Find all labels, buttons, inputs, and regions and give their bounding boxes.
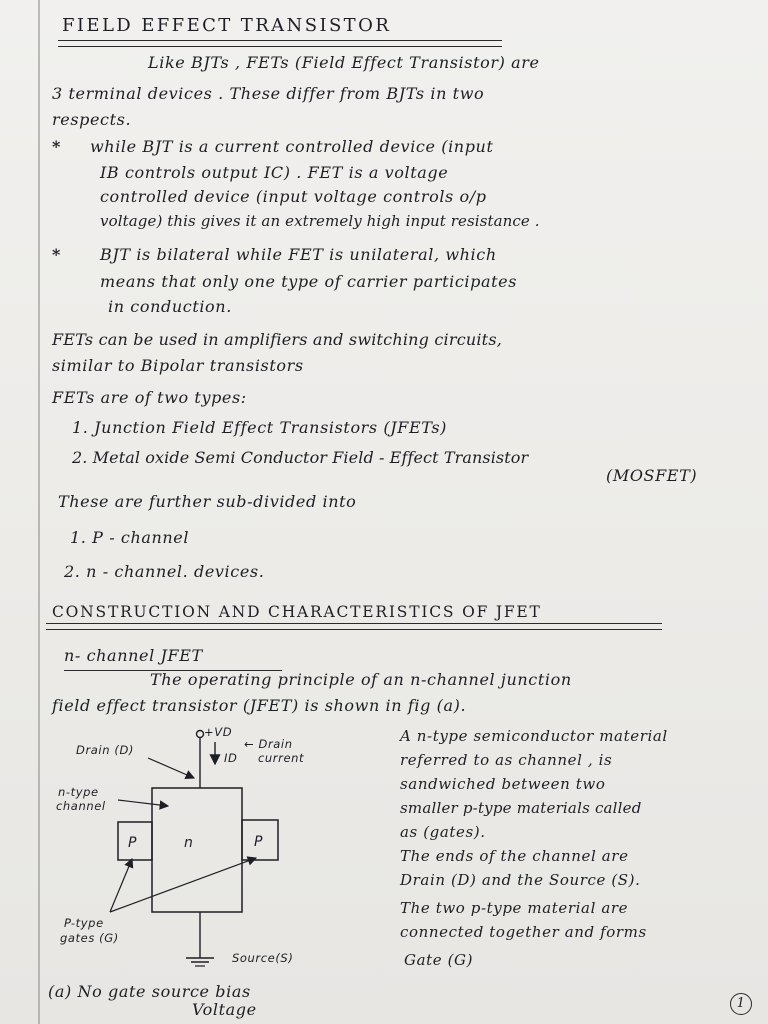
p-right-label: P	[254, 834, 264, 850]
ptype-label-2: gates (G)	[60, 931, 119, 945]
types-heading: FETs are of two types:	[52, 388, 247, 407]
section-heading-underline	[46, 623, 662, 630]
para-2-line-1: FETs can be used in amplifiers and switching circuits,	[52, 330, 503, 349]
id-label: ID	[224, 751, 238, 765]
drain-terminal	[197, 731, 204, 738]
ntype-pointer	[118, 800, 168, 806]
page-title: FIELD EFFECT TRANSISTOR	[62, 15, 392, 36]
caption-line-2: Voltage	[192, 1000, 257, 1019]
right-line-7: Drain (D) and the Source (S).	[400, 871, 641, 889]
gate-pointer-right	[110, 858, 256, 912]
vd-label: +VD	[204, 725, 233, 739]
n-label: n	[184, 835, 194, 851]
right-line-5: as (gates).	[400, 823, 486, 841]
p-left-label: P	[128, 835, 138, 851]
section-heading: CONSTRUCTION AND CHARACTERISTICS OF JFET	[52, 603, 542, 621]
source-label: Source(S)	[232, 951, 294, 965]
subtype-2: 2. n - channel. devices.	[64, 562, 265, 581]
jfet-diagram	[44, 722, 364, 972]
bullet-1-line-1: while BJT is a current controlled device (input	[90, 137, 494, 156]
bullet-2-line-2: means that only one type of carrier participates	[100, 272, 518, 291]
op-principle-line-2: field effect transistor (JFET) is shown in fig (a).	[52, 696, 467, 715]
right-line-2: referred to as channel , is	[400, 751, 613, 769]
right-line-4: smaller p-type materials called	[400, 799, 642, 817]
caption-line-1: (a) No gate source bias	[48, 982, 251, 1001]
bullet-2-line-3: in conduction.	[108, 297, 232, 316]
para-2-line-2: similar to Bipolar transistors	[52, 356, 304, 375]
jfet-diagram-svg	[44, 722, 364, 972]
bullet-1-line-4: voltage) this gives it an extremely high input resistance .	[100, 212, 540, 230]
page-number: 1	[730, 993, 752, 1015]
bullet-2-line-1: BJT is bilateral while FET is unilateral, which	[100, 245, 497, 264]
sub-heading: n- channel JFET	[64, 646, 203, 665]
type-2-abbr: (MOSFET)	[606, 466, 698, 485]
right-line-8: The two p-type material are	[400, 899, 629, 917]
bullet-1-marker: *	[52, 137, 61, 156]
drain-label: Drain (D)	[76, 743, 134, 757]
title-underline	[58, 40, 502, 47]
ntype-label-2: channel	[56, 799, 106, 813]
drain-pointer	[148, 758, 194, 778]
margin-line	[38, 0, 40, 1024]
bullet-2-marker: *	[52, 245, 61, 264]
n-channel-body	[152, 788, 242, 912]
intro-line-3: respects.	[52, 110, 132, 129]
intro-line-1: Like BJTs , FETs (Field Effect Transistor) are	[148, 53, 540, 72]
intro-line-2: 3 terminal devices . These differ from BJTs in two	[52, 84, 485, 103]
type-1: 1. Junction Field Effect Transistors (JFETs)	[72, 418, 448, 437]
gate-pointer-left	[110, 859, 132, 912]
subtype-1: 1. P - channel	[70, 528, 190, 547]
type-2: 2. Metal oxide Semi Conductor Field - Effect Transistor	[72, 448, 529, 467]
ntype-label-1: n-type	[58, 785, 99, 799]
subdivided-heading: These are further sub-divided into	[58, 492, 357, 511]
right-line-10: Gate (G)	[404, 951, 474, 969]
drain-current-label-2: current	[258, 751, 305, 765]
right-line-9: connected together and forms	[400, 923, 647, 941]
right-line-3: sandwiched between two	[400, 775, 606, 793]
bullet-1-line-3: controlled device (input voltage controls o/p	[100, 187, 487, 206]
bullet-1-line-2: IB controls output IC) . FET is a voltage	[100, 163, 449, 182]
op-principle-line-1: The operating principle of an n-channel junction	[150, 670, 572, 689]
right-line-1: A n-type semiconductor material	[400, 727, 668, 745]
right-line-6: The ends of the channel are	[400, 847, 629, 865]
ptype-label-1: P-type	[64, 916, 104, 930]
drain-current-label-1: ← Drain	[244, 737, 293, 751]
